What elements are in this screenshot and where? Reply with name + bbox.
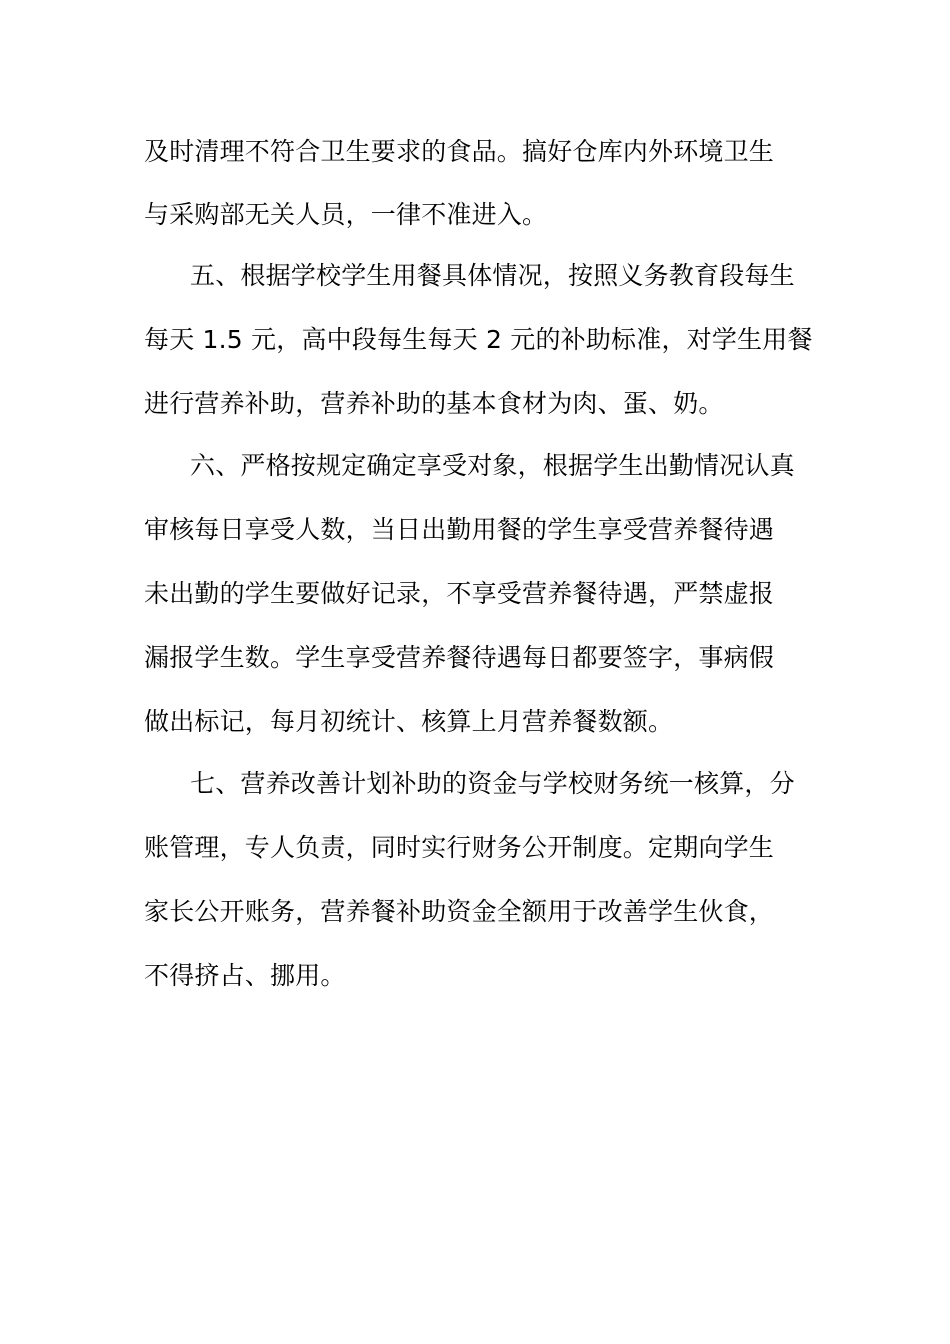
- paragraph-7-line-4: 不得挤占、挪用。: [144, 961, 346, 990]
- paragraph-7-line-2: 账管理，专人负责，同时实行财务公开制度。定期向学生: [144, 833, 775, 862]
- paragraph-6-line-5: 做出标记，每月初统计、核算上月营养餐数额。: [144, 707, 674, 736]
- paragraph-4-line-3: 与采购部无关人员，一律不准进入。: [144, 200, 548, 229]
- paragraph-7-line-1: 七、营养改善计划补助的资金与学校财务统一核算，分: [190, 769, 795, 798]
- paragraph-5-line-2: 每天 1.5 元，高中段每生每天 2 元的补助标准，对学生用餐: [144, 325, 813, 354]
- paragraph-6-line-1: 六、严格按规定确定享受对象，根据学生出勤情况认真: [190, 451, 795, 480]
- paragraph-6-line-4: 漏报学生数。学生享受营养餐待遇每日都要签字，事病假: [144, 643, 775, 672]
- paragraph-6-line-3: 未出勤的学生要做好记录，不享受营养餐待遇，严禁虚报: [144, 579, 775, 608]
- paragraph-7-line-3: 家长公开账务，营养餐补助资金全额用于改善学生伙食，: [144, 897, 775, 926]
- paragraph-5-line-3: 进行营养补助，营养补助的基本食材为肉、蛋、奶。: [144, 389, 724, 418]
- paragraph-4-line-2: 及时清理不符合卫生要求的食品。搞好仓库内外环境卫生: [144, 137, 775, 166]
- paragraph-6-line-2: 审核每日享受人数，当日出勤用餐的学生享受营养餐待遇: [144, 515, 775, 544]
- paragraph-5-line-1: 五、根据学校学生用餐具体情况，按照义务教育段每生: [190, 261, 795, 290]
